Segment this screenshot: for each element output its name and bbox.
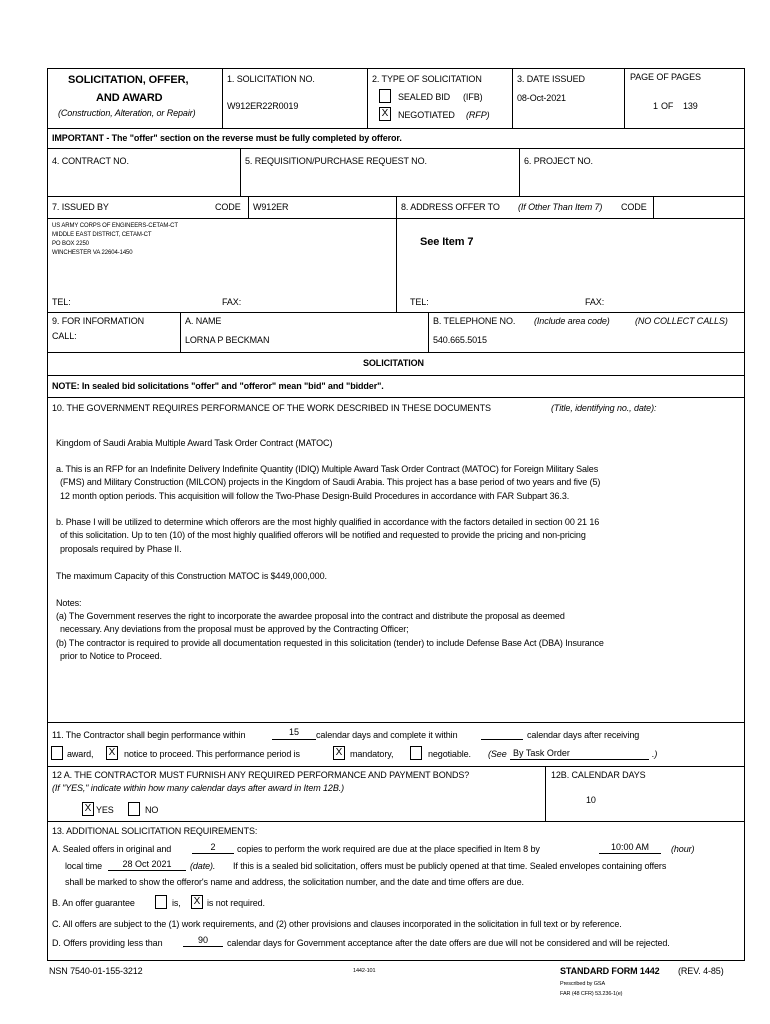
address-line: MIDDLE EAST DISTRICT, CETAM-CT	[52, 232, 152, 238]
award-label: award,	[67, 749, 94, 759]
item13-label: 13. ADDITIONAL SOLICITATION REQUIREMENTS:	[52, 826, 258, 836]
is-label: is,	[172, 898, 181, 908]
info-call-label: 9. FOR INFORMATION	[52, 316, 145, 326]
address-offer-to-code-label: CODE	[621, 202, 647, 212]
divider	[47, 821, 745, 822]
underline	[272, 739, 316, 740]
award-checkbox[interactable]	[51, 746, 63, 760]
divider	[47, 722, 745, 723]
due-time-value[interactable]: 10:00 AM	[610, 842, 650, 852]
form-title: SOLICITATION, OFFER,	[68, 74, 189, 86]
solicitation-no-label: 1. SOLICITATION NO.	[227, 74, 315, 84]
divider	[428, 312, 429, 352]
issued-by-code-value[interactable]: W912ER	[253, 202, 289, 212]
item13a-text: shall be marked to show the offeror's name and address, the solicitation number, and the date and time offers are due.	[65, 877, 524, 887]
sealed-bid-label: SEALED BID	[398, 92, 451, 102]
solicitation-type-label: 2. TYPE OF SOLICITATION	[372, 74, 482, 84]
is-not-required-label: is not required.	[207, 898, 265, 908]
divider	[222, 68, 223, 128]
note-line: prior to Notice to Proceed.	[60, 651, 162, 661]
mandatory-label: mandatory,	[350, 749, 394, 759]
see-value[interactable]: By Task Order	[513, 748, 570, 758]
divider	[47, 397, 745, 398]
contract-no-label: 4. CONTRACT NO.	[52, 156, 129, 166]
tel-label: TEL:	[52, 297, 71, 307]
date-issued-value[interactable]: 08-Oct-2021	[517, 93, 566, 103]
underline	[599, 853, 661, 854]
nsn-number: NSN 7540-01-155-3212	[49, 966, 143, 976]
item11-text: calendar days after receiving	[527, 730, 640, 740]
ifb-label: (IFB)	[463, 92, 483, 102]
para-b-line: of this solicitation. Up to ten (10) of the most highly qualified offerors will be notified and requested to provide the pricing and non-pricing	[60, 530, 586, 540]
offer-guarantee-not-required-checkbox[interactable]: X	[191, 895, 203, 909]
notice-label: notice to proceed. This performance period is	[124, 749, 300, 759]
prescribed-by: Prescribed by GSA	[560, 981, 606, 987]
telephone-hint: (Include area code)	[534, 316, 610, 326]
revision-label: (REV. 4-85)	[678, 966, 724, 976]
calendar-days-value[interactable]: 10	[586, 795, 596, 805]
note-line: (b) The contractor is required to provide all documentation requested in this solicitation (tender) to include Defense Base Act (DBA) Insurance	[56, 638, 604, 648]
para-b-line: b. Phase I will be utilized to determine which offerors are the most highly qualified in accordance with the factors detailed in section 00 21 16	[56, 517, 600, 527]
sealed-bid-note: NOTE: In sealed bid solicitations "offer" and "offeror" mean "bid" and "bidder".	[52, 381, 384, 391]
issued-by-label: 7. ISSUED BY	[52, 202, 109, 212]
item13a-text: A. Sealed offers in original and	[52, 844, 172, 854]
note-line: (a) The Government reserves the right to incorporate the awardee proposal into the contract and distribute the proposal as deemed	[56, 611, 565, 621]
section-title: SOLICITATION	[363, 358, 424, 368]
address-offer-to-label: 8. ADDRESS OFFER TO	[401, 202, 500, 212]
fax-label: FAX:	[222, 297, 242, 307]
name-label: A. NAME	[185, 316, 222, 326]
far-reference: FAR (48 CFR) 53.236-1(e)	[560, 991, 623, 997]
divider	[240, 148, 241, 196]
rfp-label: (RFP)	[466, 110, 490, 120]
sealed-bid-checkbox[interactable]	[379, 89, 391, 103]
underline	[192, 853, 234, 854]
standard-form-label: STANDARD FORM 1442	[560, 966, 660, 976]
notes-label: Notes:	[56, 598, 82, 608]
form-code: 1442-101	[353, 968, 376, 974]
negotiated-checkbox[interactable]: X	[379, 107, 391, 121]
divider	[653, 196, 654, 218]
item12b-label: 12B. CALENDAR DAYS	[551, 770, 646, 780]
divider	[248, 196, 249, 218]
note-line: necessary. Any deviations from the proposal must be approved by the Contracting Officer;	[60, 624, 409, 634]
para-a-line: a. This is an RFP for an Indefinite Delivery Indefinite Quantity (IDIQ) Multiple Award Task Order Contract (MATOC) for Foreign Military Sales	[56, 464, 599, 474]
negotiable-checkbox[interactable]	[410, 746, 422, 760]
page-number: 1	[653, 101, 658, 111]
requisition-no-label: 5. REQUISITION/PURCHASE REQUEST NO.	[245, 156, 427, 166]
item13d-text: D. Offers providing less than	[52, 938, 163, 948]
work-title: Kingdom of Saudi Arabia Multiple Award Task Order Contract (MATOC)	[56, 438, 333, 448]
see-label: (See	[488, 749, 507, 759]
underline	[108, 870, 186, 871]
underline	[183, 946, 223, 947]
local-time-label: local time	[65, 861, 103, 871]
item13d-text: calendar days for Government acceptance after the date offers are due will not be considered and will be rejected.	[227, 938, 670, 948]
due-date-value[interactable]: 28 Oct 2021	[122, 859, 172, 869]
offer-guarantee-is-checkbox[interactable]	[155, 895, 167, 909]
telephone-value[interactable]: 540.665.5015	[433, 335, 487, 345]
see-close: .)	[652, 749, 658, 759]
divider	[624, 68, 625, 128]
divider	[47, 375, 745, 376]
item11-text: 11. The Contractor shall begin performance within	[52, 730, 246, 740]
issued-by-code-label: CODE	[215, 202, 241, 212]
divider	[367, 68, 368, 128]
divider	[47, 352, 745, 353]
item13b-text: B. An offer guarantee	[52, 898, 135, 908]
divider	[47, 766, 745, 767]
no-collect-calls: (NO COLLECT CALLS)	[635, 316, 728, 326]
negotiable-label: negotiable.	[428, 749, 471, 759]
solicitation-no-value[interactable]: W912ER22R0019	[227, 101, 299, 111]
max-capacity: The maximum Capacity of this Construction MATOC is $449,000,000.	[56, 571, 327, 581]
contact-name[interactable]: LORNA P BECKMAN	[185, 335, 270, 345]
divider	[180, 312, 181, 352]
acceptance-days-value[interactable]: 90	[197, 935, 208, 945]
item13a-text: If this is a sealed bid solicitation, offers must be publicly opened at that time. Sealed envelopes containing offers	[233, 861, 667, 871]
project-no-label: 6. PROJECT NO.	[524, 156, 593, 166]
form-title-line2: AND AWARD	[96, 92, 163, 104]
divider	[47, 128, 745, 129]
divider	[47, 312, 745, 313]
item13c-text: C. All offers are subject to the (1) work requirements, and (2) other provisions and clauses incorporated in the solicitation in full text or by reference.	[52, 919, 622, 929]
divider	[545, 766, 546, 821]
fax-label: FAX:	[585, 297, 605, 307]
item12a-hint: (If "YES," indicate within how many calendar days after award in Item 12B.)	[52, 783, 345, 793]
bonds-yes-checkbox[interactable]: X	[82, 802, 94, 816]
copies-value[interactable]: 2	[210, 842, 216, 852]
para-b-line: proposals required by Phase II.	[60, 544, 182, 554]
info-call-label-2: CALL:	[52, 331, 77, 341]
tel-label: TEL:	[410, 297, 429, 307]
divider	[396, 196, 397, 312]
complete-days-field[interactable]	[481, 739, 523, 740]
see-item-7: See Item 7	[420, 236, 474, 248]
bonds-no-label: NO	[145, 805, 159, 815]
divider	[512, 68, 513, 128]
address-offer-to-hint: (If Other Than Item 7)	[518, 202, 603, 212]
divider	[47, 148, 745, 149]
of-label: OF	[661, 101, 674, 111]
para-a-line: 12 month option periods. This acquisition will follow the Two-Phase Design-Build Procedures in accordance with FAR Subpart 36.3.	[60, 491, 570, 501]
item10-hint: (Title, identifying no., date):	[551, 403, 657, 413]
divider	[396, 218, 745, 219]
divider	[47, 218, 396, 219]
negotiated-label: NEGOTIATED	[398, 110, 455, 120]
divider	[519, 148, 520, 196]
start-days-value[interactable]: 15	[288, 727, 299, 737]
date-label: (date).	[190, 861, 216, 871]
bonds-yes-label: YES	[96, 805, 114, 815]
important-notice: IMPORTANT - The "offer" section on the reverse must be fully completed by offeror.	[52, 133, 402, 143]
bonds-no-checkbox[interactable]	[128, 802, 140, 816]
form-subtitle: (Construction, Alteration, or Repair)	[58, 108, 196, 118]
page-total: 139	[683, 101, 698, 111]
item13a-text: copies to perform the work required are due at the place specified in Item 8 by	[237, 844, 540, 854]
item10-label: 10. THE GOVERNMENT REQUIRES PERFORMANCE OF THE WORK DESCRIBED IN THESE DOCUMENTS	[52, 403, 491, 413]
mandatory-checkbox[interactable]: X	[333, 746, 345, 760]
address-line: PO BOX 2250	[52, 241, 89, 247]
para-a-line: (FMS) and Military Construction (MILCON) projects in the Kingdom of Saudi Arabia. This project has a base period of two years and five (5)	[60, 477, 601, 487]
telephone-label: B. TELEPHONE NO.	[433, 316, 516, 326]
notice-to-proceed-checkbox[interactable]: X	[106, 746, 118, 760]
item12a-label: 12 A. THE CONTRACTOR MUST FURNISH ANY REQUIRED PERFORMANCE AND PAYMENT BONDS?	[52, 770, 470, 780]
item11-text: calendar days and complete it within	[316, 730, 458, 740]
address-line: US ARMY CORPS OF ENGINEERS-CETAM-CT	[52, 223, 178, 229]
address-line: WINCHESTER VA 22604-1450	[52, 250, 133, 256]
hour-label: (hour)	[671, 844, 695, 854]
date-issued-label: 3. DATE ISSUED	[517, 74, 585, 84]
page-of-pages-label: PAGE OF PAGES	[630, 72, 701, 82]
underline	[510, 759, 649, 760]
